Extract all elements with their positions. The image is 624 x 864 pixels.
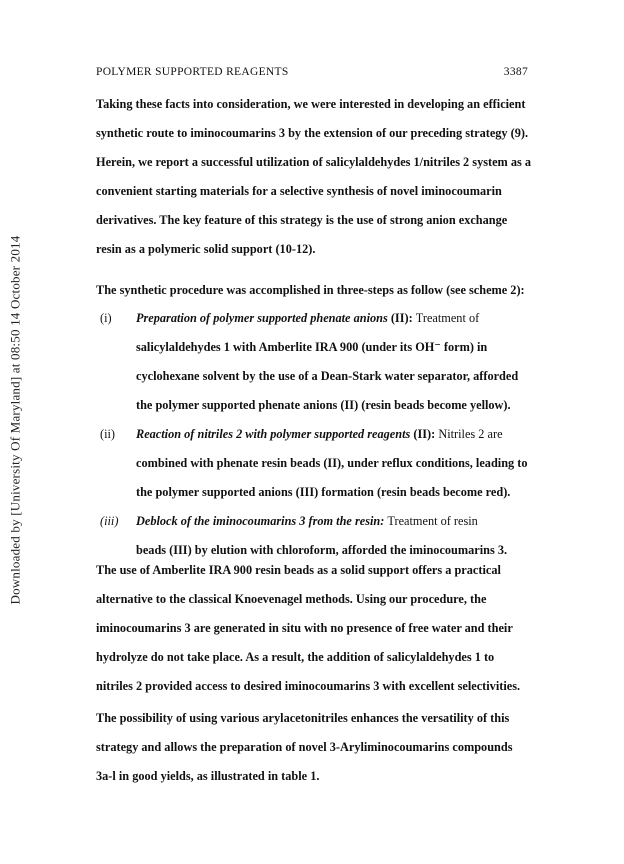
text-segment: Treatment of (415, 311, 480, 325)
text-line: The use of Amberlite IRA 900 resin beads as a solid support offers a practical (96, 563, 501, 577)
step-number: (ii) (100, 427, 116, 441)
text-line: 3a-l in good yields, as illustrated in table 1. (96, 769, 320, 783)
step-item (96, 304, 528, 420)
paragraph-1 (96, 90, 532, 264)
text-line: the polymer supported phenate anions (II) (resin beads become yellow). (136, 398, 511, 412)
paragraph-4 (96, 704, 528, 791)
step-title: Preparation of polymer supported phenate anions (136, 311, 388, 325)
paragraph-3 (96, 556, 528, 701)
text-line: Herein, we report a successful utilization of salicylaldehydes 1/nitriles 2 system as a (96, 155, 532, 169)
text-line: alternative to the classical Knoevenagel methods. Using our procedure, the (96, 592, 487, 606)
step-title: Reaction of nitriles 2 with polymer supported reagents (136, 427, 411, 441)
step-number: (iii) (100, 514, 119, 528)
paragraph-2-intro (96, 276, 528, 305)
text-line: The synthetic procedure was accomplished in three-steps as follow (see scheme 2): (96, 283, 525, 297)
text-line: resin as a polymeric solid support (10-12). (96, 242, 316, 256)
step-title-tail: (II): (410, 427, 436, 441)
text-line: strategy and allows the preparation of novel 3-Aryliminocoumarins compounds (96, 740, 513, 754)
step-heading-line (136, 420, 528, 449)
step-title-tail: (II): (387, 311, 413, 325)
step-number: (i) (100, 311, 112, 325)
text-line: nitriles 2 provided access to desired iminocoumarins 3 with excellent selectivities. (96, 679, 521, 693)
text-line: The possibility of using various arylacetonitriles enhances the versatility of this (96, 711, 510, 725)
steps-list (96, 304, 528, 565)
text-line: hydrolyze do not take place. As a result, the addition of salicylaldehydes 1 to (96, 650, 495, 664)
running-title: POLYMER SUPPORTED REAGENTS (96, 66, 289, 78)
step-title: Deblock of the iminocoumarins 3 from the resin: (136, 514, 385, 528)
download-watermark-text: Downloaded by [University Of Maryland] at 08:50 14 October 2014 (7, 235, 23, 605)
text-line: synthetic route to iminocoumarins 3 by the extension of our preceding strategy (9). (96, 126, 529, 140)
text-line: cyclohexane solvent by the use of a Dean-Stark water separator, afforded (136, 369, 519, 383)
page-number: 3387 (503, 66, 528, 78)
text-segment: Treatment of resin (387, 514, 478, 528)
text-line: salicylaldehydes 1 with Amberlite IRA 900 (under its OH⁻ form) in (136, 340, 488, 354)
running-header (96, 66, 528, 78)
text-line: combined with phenate resin beads (II), under reflux conditions, leading to (136, 456, 528, 470)
text-line: iminocoumarins 3 are generated in situ with no presence of free water and their (96, 621, 513, 635)
step-heading-line (136, 304, 528, 333)
text-line: convenient starting materials for a selective synthesis of novel iminocoumarin (96, 184, 502, 198)
text-line: derivatives. The key feature of this strategy is the use of strong anion exchange (96, 213, 508, 227)
step-heading-line (136, 507, 528, 536)
text-line: beads (III) by elution with chloroform, afforded the iminocoumarins 3. (136, 543, 508, 557)
text-segment: Nitriles 2 are (438, 427, 503, 441)
step-item (96, 420, 528, 507)
text-line: Taking these facts into consideration, we were interested in developing an efficient (96, 97, 526, 111)
download-watermark (4, 200, 26, 640)
text-line: the polymer supported anions (III) formation (resin beads become red). (136, 485, 511, 499)
